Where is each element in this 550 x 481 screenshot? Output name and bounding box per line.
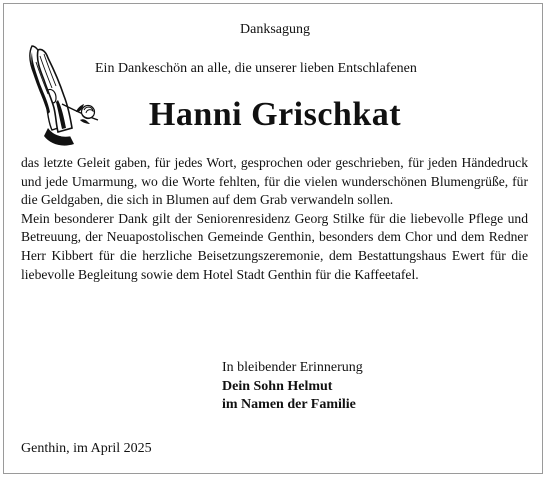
notice-heading: Danksagung (240, 22, 310, 37)
intro-line: Ein Dankeschön an alle, die unserer lieben Entschlafenen (95, 61, 417, 76)
notice-body (21, 154, 528, 284)
signoff-remembrance: In bleibender Erinnerung (222, 360, 363, 375)
place-and-date: Genthin, im April 2025 (21, 441, 152, 456)
deceased-name: Hanni Grischkat (148, 96, 402, 133)
signoff-signer: Dein Sohn Helmut (222, 378, 333, 394)
signoff (222, 359, 363, 415)
special-thanks-paragraph: Mein besonderer Dank gilt der Seniorenresidenz Georg Stilke für die liebevolle Pflege und Betreuung, der Neuapostolischen Gemeinde Genthin, besonders dem Chor und dem Redner Herr Kibbert für die herzliche Beisetzungszeremonie, dem Bestattungshaus Ewert für die liebevolle Begleitung sowie dem Hotel Stadt Genthin für die Kaffeetafel. (21, 210, 528, 282)
signoff-family: im Namen der Familie (222, 397, 356, 412)
thanks-paragraph: das letzte Geleit gaben, für jedes Wort, gesprochen oder geschrieben, für jeden Händedruck und jede Umarmung, wo die Worte fehlten, für die vielen wunderschönen Blumengrüße, für die Geldgaben, die sich in Blumen auf dem Grab verwandeln sollen. (21, 155, 528, 208)
